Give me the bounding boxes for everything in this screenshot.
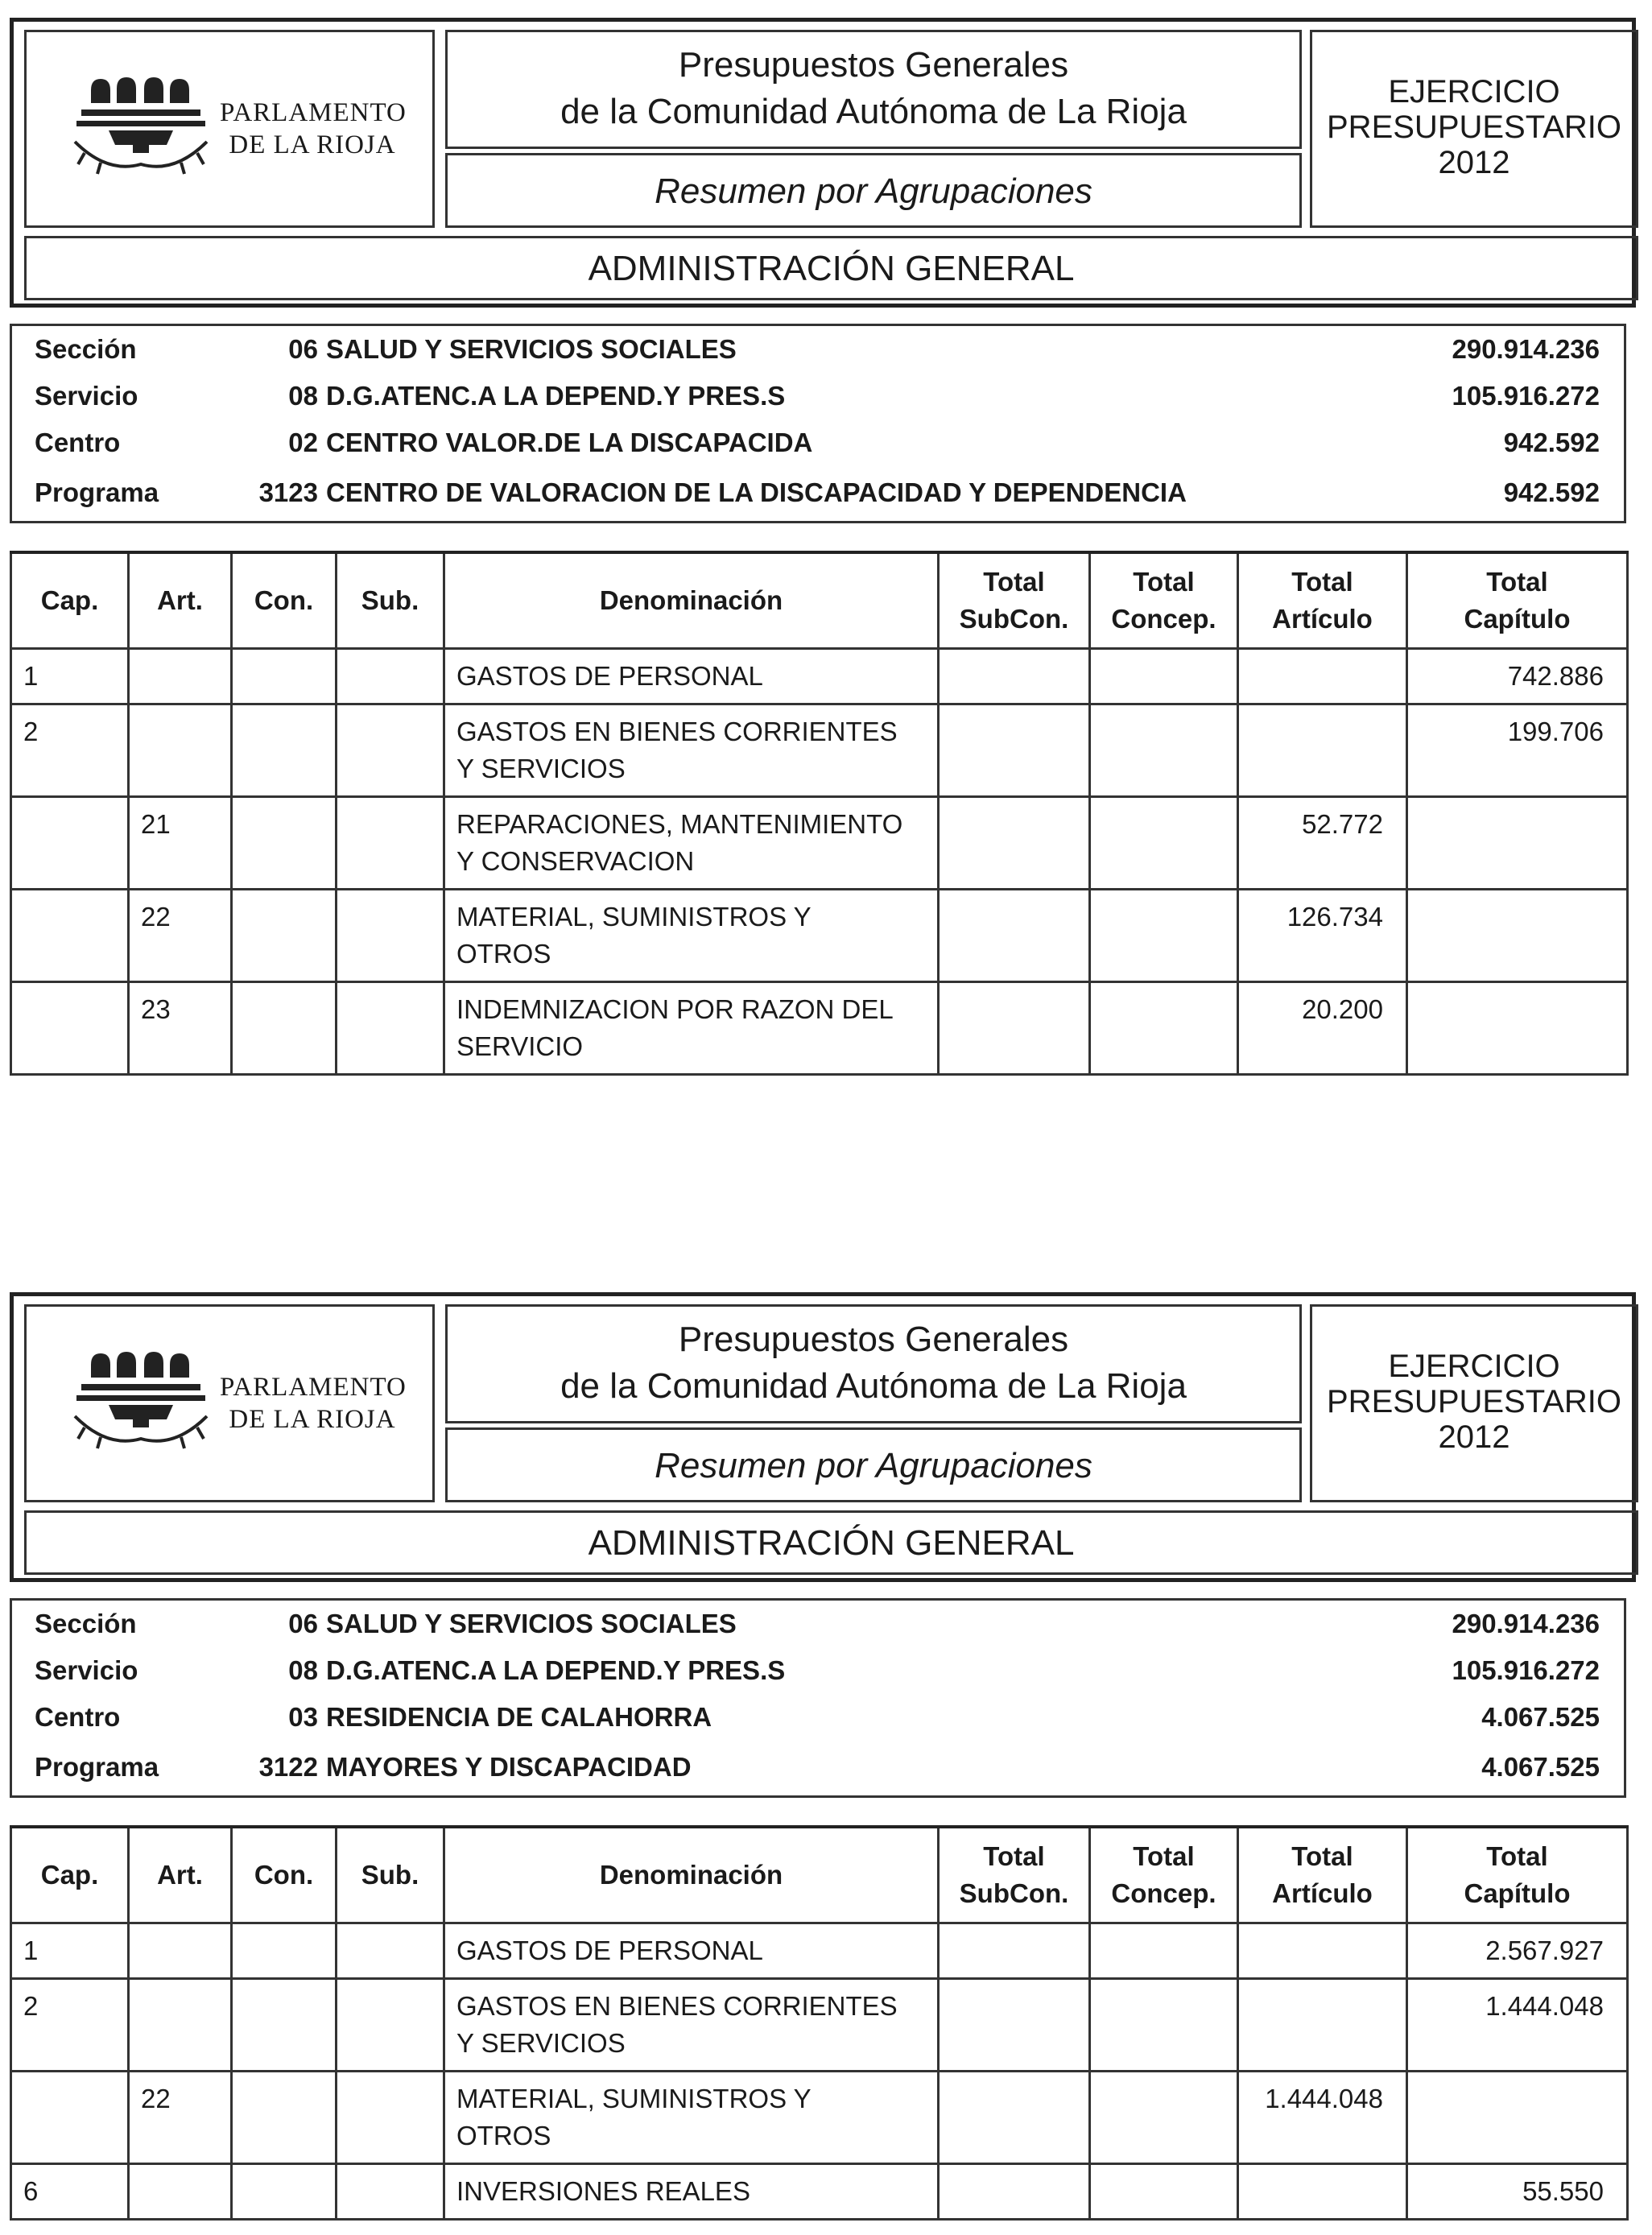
logo-text <box>220 1371 405 1436</box>
parliament-logo-icon <box>68 68 213 180</box>
title-block <box>445 1304 1302 1423</box>
col-con: Con. <box>232 552 337 649</box>
info-label: Programa <box>35 477 159 507</box>
info-amount: 290.914.236 <box>1452 334 1600 364</box>
info-code: 08 <box>288 1655 318 1685</box>
cell-cap: 2 <box>11 1979 129 2072</box>
cell-art: 23 <box>129 982 232 1075</box>
info-label: Sección <box>35 334 137 364</box>
table-row <box>11 1979 1628 2072</box>
cell-denominacion: INDEMNIZACION POR RAZON DEL SERVICIO <box>444 982 939 1075</box>
table-header-row <box>11 1827 1628 1923</box>
budget-table <box>10 551 1629 1076</box>
year-label-1: EJERCICIO <box>1388 74 1560 109</box>
info-amount: 290.914.236 <box>1452 1609 1600 1638</box>
cell-total-articulo: 126.734 <box>1238 890 1407 982</box>
year-label-1: EJERCICIO <box>1388 1349 1560 1384</box>
table-row <box>11 2072 1628 2164</box>
info-row-centro <box>12 1696 1624 1739</box>
cell-denominacion: MATERIAL, SUMINISTROS Y OTROS <box>444 890 939 982</box>
info-amount: 942.592 <box>1503 428 1600 457</box>
logo-text-line1: PARLAMENTO <box>220 1373 407 1402</box>
info-code: 3123 <box>258 477 318 507</box>
info-name: SALUD Y SERVICIOS SOCIALES <box>326 1609 737 1638</box>
col-cap: Cap. <box>11 1827 129 1923</box>
info-name: D.G.ATENC.A LA DEPEND.Y PRES.S <box>326 1655 786 1685</box>
info-row-seccion <box>12 328 1624 371</box>
info-label: Servicio <box>35 1655 138 1685</box>
cell-total-capitulo: 199.706 <box>1407 704 1628 797</box>
admin-block <box>24 236 1638 300</box>
col-cap: Cap. <box>11 552 129 649</box>
col-total-concep: Total Concep. <box>1090 552 1238 649</box>
logo-text <box>220 97 405 161</box>
info-code: 06 <box>288 334 318 364</box>
cell-denominacion: REPARACIONES, MANTENIMIENTO Y CONSERVACION <box>444 797 939 890</box>
col-total-articulo: Total Artículo <box>1238 552 1407 649</box>
info-label: Programa <box>35 1752 159 1782</box>
year-value: 2012 <box>1438 1419 1510 1455</box>
info-row-programa <box>12 471 1624 514</box>
cell-cap: 1 <box>11 649 129 704</box>
table-row <box>11 1923 1628 1979</box>
cell-denominacion: GASTOS DE PERSONAL <box>444 649 939 704</box>
info-name: MAYORES Y DISCAPACIDAD <box>326 1752 692 1782</box>
col-con: Con. <box>232 1827 337 1923</box>
page-header <box>10 1292 1636 1582</box>
table-row <box>11 982 1628 1075</box>
info-code: 08 <box>288 381 318 411</box>
year-label-2: PRESUPUESTARIO <box>1327 1384 1621 1419</box>
info-amount: 105.916.272 <box>1452 1655 1600 1685</box>
info-name: CENTRO VALOR.DE LA DISCAPACIDA <box>326 428 813 457</box>
subtitle-block <box>445 153 1302 228</box>
section-info <box>10 1598 1626 1798</box>
info-row-servicio <box>12 374 1624 418</box>
col-denominacion: Denominación <box>444 552 939 649</box>
cell-art: 22 <box>129 2072 232 2164</box>
logo-text-line2: DE LA RIOJA <box>229 130 396 159</box>
cell-cap: 1 <box>11 1923 129 1979</box>
col-denominacion: Denominación <box>444 1827 939 1923</box>
cell-denominacion: MATERIAL, SUMINISTROS Y OTROS <box>444 2072 939 2164</box>
table-row <box>11 2164 1628 2220</box>
info-label: Centro <box>35 1702 121 1732</box>
table-row <box>11 797 1628 890</box>
col-total-subcon: Total SubCon. <box>939 552 1090 649</box>
info-row-servicio <box>12 1649 1624 1692</box>
col-sub: Sub. <box>337 552 444 649</box>
info-label: Sección <box>35 1609 137 1638</box>
table-row <box>11 649 1628 704</box>
subtitle: Resumen por Agrupaciones <box>655 171 1092 211</box>
admin-block <box>24 1510 1638 1575</box>
info-label: Centro <box>35 428 121 457</box>
info-code: 02 <box>288 428 318 457</box>
fiscal-year-block <box>1310 1304 1638 1502</box>
fiscal-year-block <box>1310 30 1638 228</box>
cell-total-capitulo: 1.444.048 <box>1407 1979 1628 2072</box>
info-amount: 105.916.272 <box>1452 381 1600 411</box>
info-name: D.G.ATENC.A LA DEPEND.Y PRES.S <box>326 381 786 411</box>
cell-total-capitulo: 742.886 <box>1407 649 1628 704</box>
title-line-2: de la Comunidad Autónoma de La Rioja <box>560 1366 1187 1406</box>
info-label: Servicio <box>35 381 138 411</box>
col-art: Art. <box>129 1827 232 1923</box>
logo-text-line1: PARLAMENTO <box>220 98 407 127</box>
admin-title: ADMINISTRACIÓN GENERAL <box>588 249 1075 288</box>
subtitle: Resumen por Agrupaciones <box>655 1446 1092 1485</box>
info-row-seccion <box>12 1602 1624 1646</box>
cell-total-articulo: 52.772 <box>1238 797 1407 890</box>
col-total-capitulo: Total Capítulo <box>1407 1827 1628 1923</box>
cell-denominacion: GASTOS EN BIENES CORRIENTES Y SERVICIOS <box>444 704 939 797</box>
info-amount: 4.067.525 <box>1481 1752 1600 1782</box>
cell-total-capitulo: 55.550 <box>1407 2164 1628 2220</box>
year-value: 2012 <box>1438 145 1510 180</box>
title-line-1: Presupuestos Generales <box>678 45 1069 85</box>
cell-art: 22 <box>129 890 232 982</box>
info-code: 03 <box>288 1702 318 1732</box>
info-name: SALUD Y SERVICIOS SOCIALES <box>326 334 737 364</box>
title-line-1: Presupuestos Generales <box>678 1320 1069 1359</box>
logo-text-line2: DE LA RIOJA <box>229 1405 396 1434</box>
info-code: 3122 <box>258 1752 318 1782</box>
info-name: CENTRO DE VALORACION DE LA DISCAPACIDAD Y DEPENDENCIA <box>326 477 1187 507</box>
cell-denominacion: GASTOS EN BIENES CORRIENTES Y SERVICIOS <box>444 1979 939 2072</box>
col-total-concep: Total Concep. <box>1090 1827 1238 1923</box>
cell-art: 21 <box>129 797 232 890</box>
year-label-2: PRESUPUESTARIO <box>1327 109 1621 145</box>
cell-cap: 2 <box>11 704 129 797</box>
info-amount: 4.067.525 <box>1481 1702 1600 1732</box>
cell-total-articulo: 1.444.048 <box>1238 2072 1407 2164</box>
section-info <box>10 324 1626 523</box>
title-line-2: de la Comunidad Autónoma de La Rioja <box>560 92 1187 131</box>
cell-cap: 6 <box>11 2164 129 2220</box>
budget-table <box>10 1825 1629 2221</box>
info-row-centro <box>12 421 1624 465</box>
cell-denominacion: INVERSIONES REALES <box>444 2164 939 2220</box>
cell-denominacion: GASTOS DE PERSONAL <box>444 1923 939 1979</box>
title-block <box>445 30 1302 149</box>
col-total-capitulo: Total Capítulo <box>1407 552 1628 649</box>
table-row <box>11 890 1628 982</box>
subtitle-block <box>445 1427 1302 1502</box>
info-code: 06 <box>288 1609 318 1638</box>
col-total-articulo: Total Artículo <box>1238 1827 1407 1923</box>
col-total-subcon: Total SubCon. <box>939 1827 1090 1923</box>
page-header <box>10 18 1636 308</box>
cell-total-articulo: 20.200 <box>1238 982 1407 1075</box>
parliament-logo-icon <box>68 1342 213 1455</box>
table-row <box>11 704 1628 797</box>
col-sub: Sub. <box>337 1827 444 1923</box>
info-name: RESIDENCIA DE CALAHORRA <box>326 1702 712 1732</box>
logo-block <box>24 30 435 228</box>
info-amount: 942.592 <box>1503 477 1600 507</box>
info-row-programa <box>12 1745 1624 1789</box>
admin-title: ADMINISTRACIÓN GENERAL <box>588 1523 1075 1563</box>
cell-total-capitulo: 2.567.927 <box>1407 1923 1628 1979</box>
table-header-row <box>11 552 1628 649</box>
logo-block <box>24 1304 435 1502</box>
col-art: Art. <box>129 552 232 649</box>
